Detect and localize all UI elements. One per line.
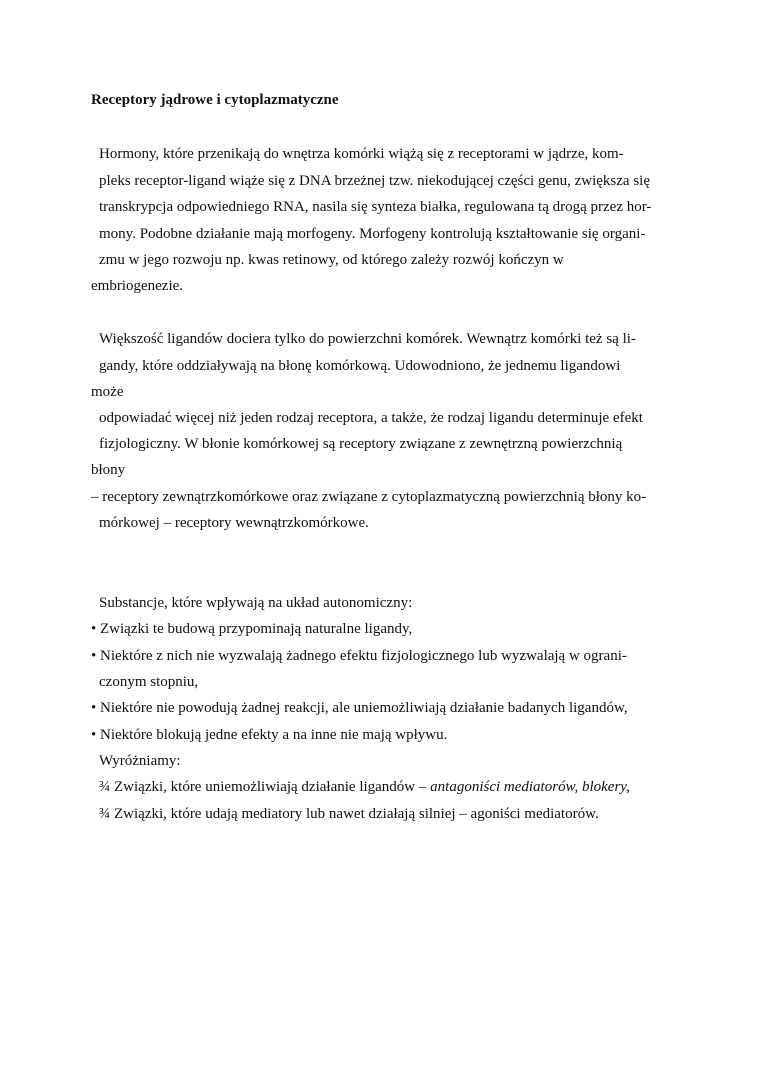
- bullet-item: • Niektóre z nich nie wyzwalają żadnego efektu fizjologicznego lub wyzwalają w ograni-: [91, 648, 627, 664]
- paragraph-1-line: mony. Podobne działanie mają morfogeny. Morfogeny kontrolują kształtowanie się organi-: [99, 226, 646, 242]
- paragraph-2-line: fizjologiczny. W błonie komórkowej są receptory związane z zewnętrzną powierzchnią: [99, 436, 623, 452]
- paragraph-1-line: zmu w jego rozwoju np. kwas retinowy, od którego zależy rozwój kończyn w: [99, 252, 564, 268]
- paragraph-2-line: odpowiadać więcej niż jeden rodzaj receptora, a także, że rodzaj ligandu determinuje efekt: [99, 410, 643, 426]
- distinguish-item-italic: antagoniści mediatorów, blokery,: [430, 779, 630, 795]
- bullet-item-continuation: czonym stopniu,: [99, 674, 199, 690]
- bullet-item: • Niektóre nie powodują żadnej reakcji, ale uniemożliwiają działanie badanych ligandów,: [91, 700, 628, 716]
- paragraph-1-line: embriogenezie.: [91, 278, 184, 294]
- bullet-item: • Niektóre blokują jedne efekty a na inne nie mają wpływu.: [91, 727, 448, 743]
- distinguish-item-antagonists: [99, 778, 630, 796]
- list-intro: Substancje, które wpływają na układ autonomiczny:: [99, 595, 413, 611]
- paragraph-2-line: błony: [91, 462, 126, 478]
- paragraph-1-line: Hormony, które przenikają do wnętrza komórki wiążą się z receptorami w jądrze, kom-: [99, 146, 624, 162]
- document-title: Receptory jądrowe i cytoplazmatyczne: [91, 92, 339, 108]
- paragraph-2-line: mórkowej – receptory wewnątrzkomórkowe.: [99, 515, 369, 531]
- distinguish-item-agonists: ¾ Związki, które udają mediatory lub nawet działają silniej – agoniści mediatorów.: [99, 806, 599, 822]
- distinguish-item-text: ¾ Związki, które uniemożliwiają działanie ligandów –: [99, 779, 431, 795]
- paragraph-2-line: – receptory zewnątrzkomórkowe oraz związane z cytoplazmatyczną powierzchnią błony ko-: [91, 489, 647, 505]
- distinguish-label: Wyróżniamy:: [99, 753, 181, 769]
- bullet-item: • Związki te budową przypominają naturalne ligandy,: [91, 621, 413, 637]
- paragraph-2-line: może: [91, 384, 124, 400]
- paragraph-1-line: transkrypcja odpowiedniego RNA, nasila się synteza białka, regulowana tą drogą przez hor-: [99, 199, 652, 215]
- paragraph-2-line: gandy, które oddziaływają na błonę komórkową. Udowodniono, że jednemu ligandowi: [99, 358, 621, 374]
- paragraph-1-line: pleks receptor-ligand wiąże się z DNA brzeżnej tzw. niekodującej części genu, zwiększa się: [99, 173, 650, 189]
- paragraph-2-line: Większość ligandów dociera tylko do powierzchni komórek. Wewnątrz komórki też są li-: [99, 331, 636, 347]
